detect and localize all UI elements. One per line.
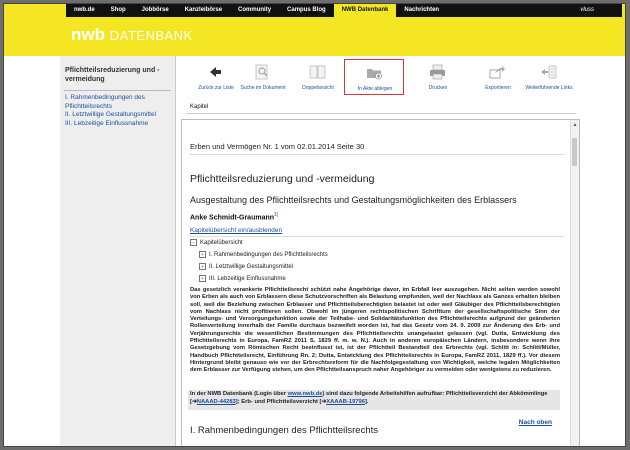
back-to-top-link[interactable]: Nach oben xyxy=(518,419,552,426)
toc-item[interactable]: II. Letztwillige Gestaltungsmittel xyxy=(209,264,294,271)
section-heading: I. Rahmenbedingungen des Pflichtteilsrechts xyxy=(190,425,379,436)
worksheet-link[interactable]: XAAAB-19796 xyxy=(326,398,365,405)
notice-text: ) sind dazu folgende Arbeitshilfen aufrufbar: Pflichtteilsverzicht der Abkömmlinge [ xyxy=(190,391,548,405)
document-viewer xyxy=(181,119,580,447)
double-view-button[interactable] xyxy=(288,59,348,95)
file-to-folder-label: In Akte ablegen xyxy=(357,86,393,92)
sidebar-toc-item[interactable]: III. Lebzeitige Einflussnahme xyxy=(65,119,149,127)
intro-paragraph: Das gesetzlich verankerte Pflichtteilsrecht schützt nahe Angehörige davor, im Erbfall leer auszugehen. Nicht selten werden sowohl von Erben als auch von Erblassern diese Schutzvorschriften als Belastung empfunden, weil der Nachlass als Ganzes erhalten bleiben soll, weil die Beziehung zwischen Erblasser und Pflichtteilsberechtigten belastet ist oder weil Gläubiger des Pflichtteilsberechtigten vom Nachlass nicht profitieren sollen. Obwohl im jüngeren rechtspolitischen Schrifttum der gesellschaftspolitische Sinn der Verteilungs- und Versorgungsfunktion sowie der Teilhabe- und Solidaritätsfunktion des Pflichtteilsrechts aufgrund der geänderten Rollenverteilung innerhalb der Familie durchaus bezweifelt worden ist, hat das Gesetz vom 24. 9. 2009 zur Änderung des Erb- und Verjährungsrechts die wesentlichen Bestimmungen des Pflichtteilsrechts unangetastet gelassen (vgl. Dutta, Entwicklung des Pflichtteilsrechts in Europa, FamRZ 2011 S. 1829 ff. m. w. N.). Auch in anderen europäischen Ländern, insbesondere wenn ihre Gesetzgebung vom Römischen Recht beeinflusst ist, ist der Pflichtteil Bestandteil des Erbrechts (vgl. Schlitt in: Schlitt/Müller, Handbuch Pflichtteilsrecht, Einführung Rn. 2; Dutta, Entwicklung des Pflichtteilsrechts in Europa, FamRZ 2011, 1829 ff.). Vor diesem Hintergrund bleibt genauso wie vor der Erbrechtsreform für die Nachfolgegestaltung von Wichtigkeit, welche legalen Möglichkeiten dem Erblasser zur Verfügung stehen, um den Pflichtteilsanspruch naher Angehöriger zu vermeiden oder wenigstens zu reduzieren. xyxy=(190,287,560,374)
doc-link-icon: ➔ xyxy=(321,398,327,405)
nav-kanzleiboerse[interactable]: Kanzleibörse xyxy=(184,7,223,13)
author-name: Anke Schmidt-Graumann xyxy=(190,214,275,222)
export-icon xyxy=(489,64,506,80)
back-to-list-label: Zurück zur Liste xyxy=(198,85,234,91)
nav-nachrichten[interactable]: Nachrichten xyxy=(404,7,440,13)
expand-icon[interactable]: + xyxy=(199,263,206,270)
expand-icon[interactable]: + xyxy=(199,275,206,282)
toc-item[interactable]: I. Rahmenbedingungen des Pflichtteilsrechts xyxy=(209,252,328,259)
user-name[interactable]: vluss xyxy=(580,7,594,13)
back-arrow-icon xyxy=(207,64,224,80)
document-title: Pflichtteilsreduzierung und -vermeidung xyxy=(190,173,375,185)
nav-community[interactable]: Community xyxy=(238,7,272,13)
sidebar-toc-item[interactable]: II. Letztwillige Gestaltungsmittel xyxy=(65,111,157,118)
expand-icon[interactable]: + xyxy=(199,251,206,258)
worksheet-notice xyxy=(188,390,560,410)
export-label: Exportieren xyxy=(485,85,511,91)
nwb-site-link[interactable]: www.nwb.de xyxy=(287,391,323,397)
nav-nwb[interactable]: nwb.de xyxy=(74,7,95,13)
notice-text: In der NWB Datenbank (Login über xyxy=(190,391,288,397)
logo[interactable] xyxy=(71,25,193,45)
sidebar-divider xyxy=(64,90,171,91)
print-button[interactable] xyxy=(408,59,468,95)
notice-text: ]. xyxy=(364,398,369,405)
document-author xyxy=(190,212,560,221)
author-footnote-link[interactable]: 1) xyxy=(274,212,279,218)
browser-frame xyxy=(3,3,626,447)
tab-kapitel[interactable]: Kapitel xyxy=(190,104,209,110)
file-to-folder-button[interactable] xyxy=(344,59,404,95)
logo-product: DATENBANK xyxy=(109,28,193,43)
toc-divider xyxy=(190,236,565,237)
toc-heading: Kapitelübersicht xyxy=(200,240,243,247)
nav-campus-blog[interactable]: Campus Blog xyxy=(287,7,326,13)
document-toolbar xyxy=(186,59,576,95)
toc-heading-row[interactable] xyxy=(190,239,243,246)
printer-icon xyxy=(429,64,446,80)
search-document-label: Suche im Dokument xyxy=(240,85,286,91)
sidebar xyxy=(60,56,176,447)
collapse-icon[interactable]: − xyxy=(190,239,197,246)
toc-toggle-link[interactable]: Kapitelübersicht ein/ausblenden xyxy=(190,227,283,234)
sidebar-toc-item[interactable]: I. Rahmenbedingungen des Pflichtteilsrechts xyxy=(65,94,145,110)
logo-brand: nwb xyxy=(71,25,105,44)
tab-divider xyxy=(186,113,576,114)
doc-link-icon: ➔ xyxy=(191,398,197,405)
toc-row[interactable] xyxy=(199,275,286,282)
toc-row[interactable] xyxy=(199,263,293,270)
scroll-thumb[interactable] xyxy=(572,138,577,166)
toc-row[interactable] xyxy=(199,251,328,258)
worksheet-link[interactable]: NAAAD-44283 xyxy=(196,398,236,405)
nav-jobboerse[interactable]: Jobbörse xyxy=(141,7,169,13)
double-view-icon xyxy=(309,64,326,80)
scroll-up-icon[interactable]: ▲ xyxy=(572,122,578,128)
nav-nwb-datenbank[interactable]: NWB Datenbank xyxy=(334,4,397,17)
meta-divider xyxy=(190,154,565,155)
related-links-label: Weiterführende Links xyxy=(525,85,573,91)
sidebar-toc xyxy=(65,94,175,128)
double-view-label: Doppelansicht xyxy=(302,85,334,91)
document-subtitle: Ausgestaltung des Pflichtteilsrechts und Gestaltungsmöglichkeiten des Erblassers xyxy=(190,195,517,205)
toc-item[interactable]: III. Lebzeitige Einflussnahme xyxy=(209,276,286,283)
nav-shop[interactable]: Shop xyxy=(110,7,126,13)
related-links-button[interactable] xyxy=(519,59,579,95)
sidebar-title: Pflichtteilsreduzierung und -vermeidung xyxy=(65,67,160,83)
magnifier-icon xyxy=(254,64,271,80)
search-document-button[interactable] xyxy=(233,59,293,95)
notice-text: ]; Erb- und Pflichtteilsverzicht [ xyxy=(235,398,322,405)
links-icon xyxy=(540,64,557,80)
scrollbar[interactable] xyxy=(570,120,579,447)
folder-add-icon xyxy=(366,65,383,81)
print-label: Drucken xyxy=(428,85,448,91)
top-navigation xyxy=(66,4,622,17)
document-meta: Erben und Vermögen Nr. 1 vom 02.01.2014 Seite 30 xyxy=(190,142,365,151)
